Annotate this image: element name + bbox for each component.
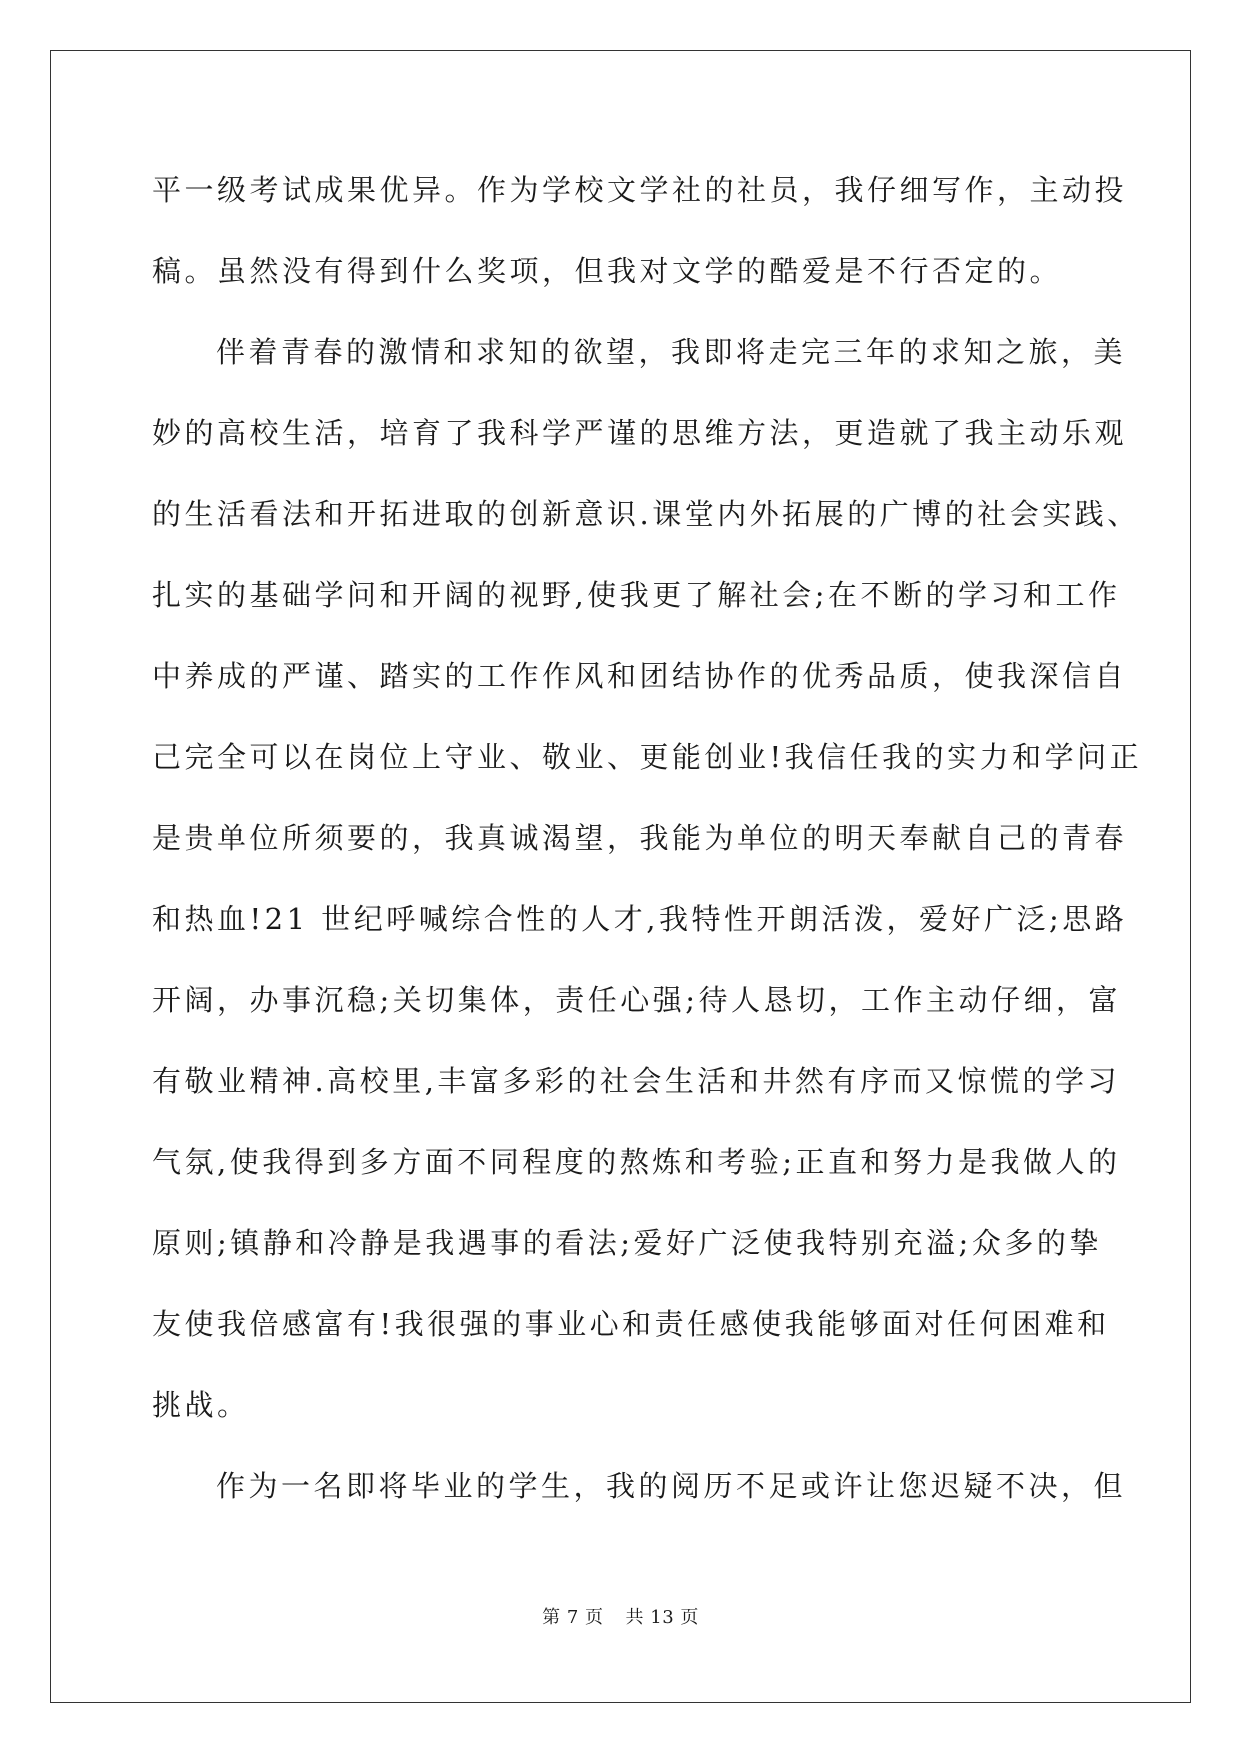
text-line: 平一级考试成果优异。作为学校文学社的社员，我仔细写作，主动投 [152, 173, 1128, 207]
page-total: 共 13 页 [625, 1607, 699, 1628]
text-line: 稿。虽然没有得到什么奖项，但我对文学的酷爱是不行否定的。 [152, 254, 1063, 288]
paragraph-start-line: 作为一名即将毕业的学生，我的阅历不足或许让您迟疑不决，但 [216, 1469, 1127, 1503]
document-body [152, 160, 1143, 1537]
text-line: 的生活看法和开拓进取的创新意识.课堂内外拓展的广博的社会实践、 [152, 497, 1140, 531]
text-line: 妙的高校生活，培育了我科学严谨的思维方法，更造就了我主动乐观 [152, 416, 1128, 450]
page-number: 第 7 页 [542, 1607, 604, 1628]
paragraph-start-line: 伴着青春的激情和求知的欲望，我即将走完三年的求知之旅，美 [216, 335, 1127, 369]
text-line: 原则;镇静和冷静是我遇事的看法;爱好广泛使我特别充溢;众多的挚 [152, 1226, 1102, 1260]
text-line: 和热血!21 世纪呼喊综合性的人才,我特性开朗活泼，爱好广泛;思路 [152, 902, 1128, 936]
page-footer [0, 1603, 1241, 1629]
text-line: 开阔，办事沉稳;关切集体，责任心强;待人恳切，工作主动仔细，富 [152, 983, 1122, 1017]
text-line: 是贵单位所须要的，我真诚渴望，我能为单位的明天奉献自己的青春 [152, 821, 1128, 855]
text-line: 中养成的严谨、踏实的工作作风和团结协作的优秀品质，使我深信自 [152, 659, 1128, 693]
text-line: 气氛,使我得到多方面不同程度的熬炼和考验;正直和努力是我做人的 [152, 1145, 1121, 1179]
text-line: 扎实的基础学问和开阔的视野,使我更了解社会;在不断的学习和工作 [152, 578, 1121, 612]
text-line: 挑战。 [152, 1388, 250, 1422]
text-line: 友使我倍感富有!我很强的事业心和责任感使我能够面对任何困难和 [152, 1307, 1110, 1341]
text-line: 己完全可以在岗位上守业、敬业、更能创业!我信任我的实力和学问正 [152, 740, 1143, 774]
text-line: 有敬业精神.高校里,丰富多彩的社会生活和井然有序而又惊慌的学习 [152, 1064, 1120, 1098]
